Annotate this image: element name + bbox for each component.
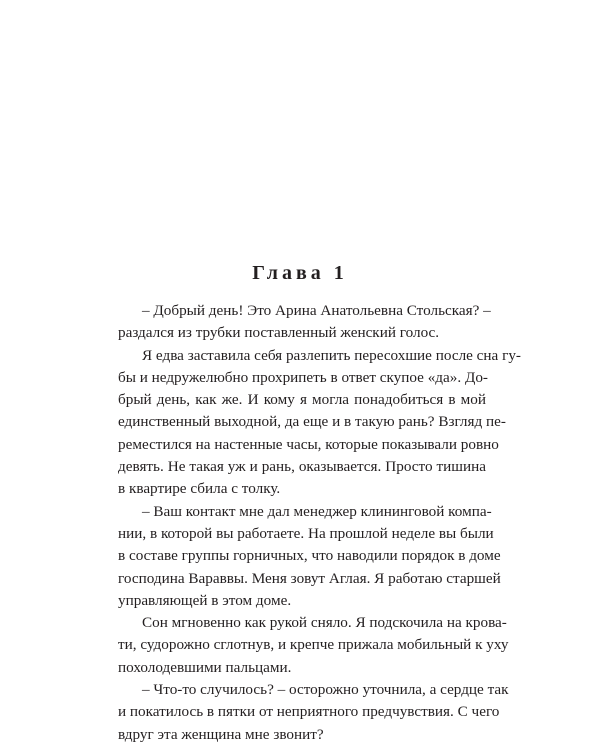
chapter-title: Глава 1 (252, 262, 348, 284)
paragraph (118, 612, 509, 679)
text-line: Сон мгновенно как рукой сняло. Я подскочила на крова- (142, 614, 507, 632)
text-line: в квартире сбила с толку. (118, 480, 281, 498)
text-line: брый день, как же. И кому я могла понадобиться в мой (118, 391, 486, 409)
text-line: – Ваш контакт мне дал менеджер клининговой компа- (142, 502, 492, 520)
text-line: раздался из трубки поставленный женский голос. (118, 324, 440, 342)
text-line: похолодевшими пальцами. (118, 658, 292, 676)
text-line: в составе группы горничных, что наводили порядок в доме (118, 547, 501, 565)
text-line: девять. Не такая уж и рань, оказывается. Просто тишина (118, 458, 486, 476)
text-line: реместился на настенные часы, которые показывали ровно (118, 435, 499, 453)
text-line: – Что-то случилось? – осторожно уточнила, а сердце так (142, 681, 509, 699)
text-line: и покатилось в пятки от неприятного предчувствия. С чего (118, 703, 500, 721)
text-line: бы и недружелюбно прохрипеть в ответ скупое «да». До- (118, 368, 488, 386)
text-line: управляющей в этом доме. (118, 591, 292, 609)
text-line: нии, в которой вы работаете. На прошлой неделе вы были (118, 524, 494, 542)
text-line: ти, судорожно сглотнув, и крепче прижала мобильный к уху (118, 636, 509, 654)
text-line: Я едва заставила себя разлепить пересохшие после сна гу- (142, 346, 521, 364)
paragraph (118, 300, 491, 345)
text-line: господина Вараввы. Меня зовут Аглая. Я работаю старшей (118, 569, 501, 587)
paragraph (118, 679, 509, 746)
paragraph (118, 345, 521, 501)
text-line: вдруг эта женщина мне звонит? (118, 725, 324, 743)
text-line: – Добрый день! Это Арина Анатольевна Стольская? – (142, 302, 491, 319)
text-line: единственный выходной, да еще и в такую рань? Взгляд пе- (118, 413, 506, 431)
body-text (118, 300, 521, 746)
paragraph (118, 501, 501, 612)
